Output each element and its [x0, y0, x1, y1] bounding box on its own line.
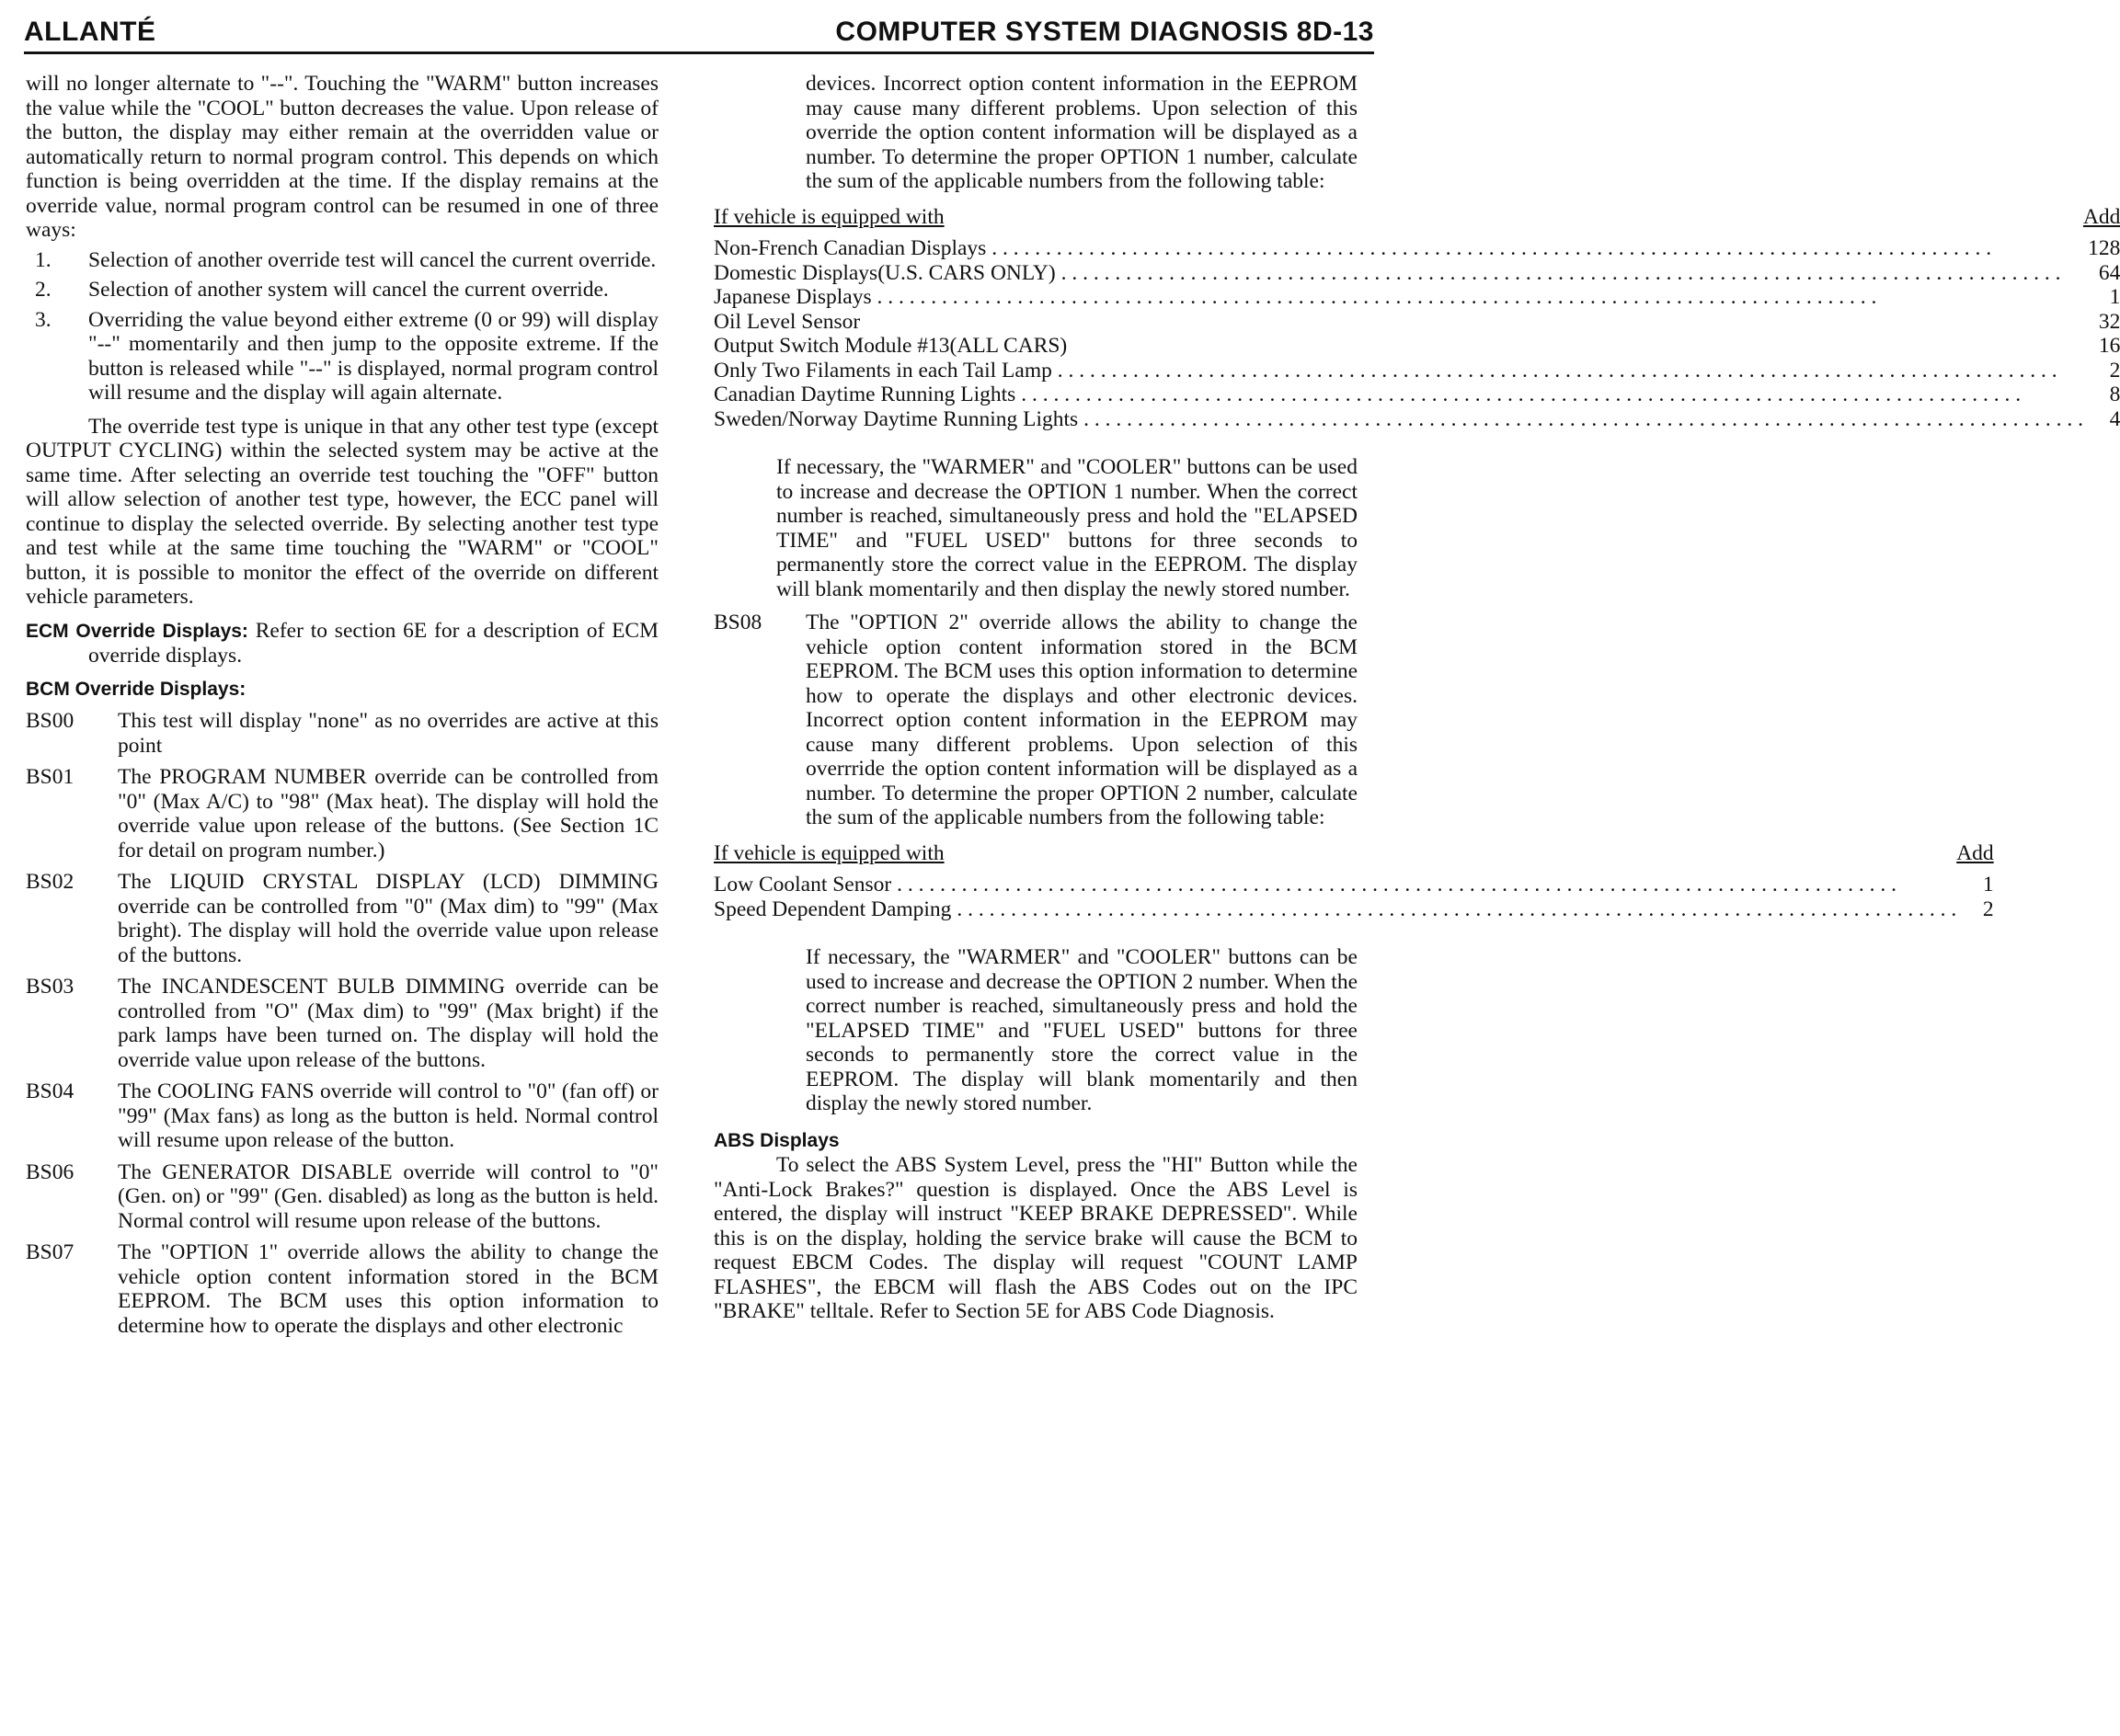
list-text: Overriding the value beyond either extreme (0 or 99) will display "--" momentarily and then jump to the opposite extreme. If the button is released while "--" is displayed, normal program control will resume and the display will again alternate. [88, 307, 659, 405]
bcm-text: The COOLING FANS override will control to "0" (fan off) or "99" (Max fans) as long as the button is held. Normal control will resume upon release of the button. [118, 1079, 659, 1152]
list-text: Selection of another override test will cancel the current override. [88, 247, 657, 272]
option-label: Only Two Filaments in each Tail Lamp . . . [714, 359, 2083, 383]
table-row [714, 897, 1994, 922]
bcm-item-bs03 [26, 975, 659, 1072]
bcm-item-bs00 [26, 709, 659, 758]
list-number: 1. [35, 247, 52, 272]
bcm-code: BS00 [26, 709, 74, 733]
list-text: Selection of another system will cancel the current override. [88, 278, 609, 302]
option-value: 16 [2098, 334, 2120, 358]
bcm-code: BS04 [26, 1079, 74, 1103]
bcm-text: This test will display "none" as no overrides are active at this point [118, 709, 659, 758]
bcm-code: BS01 [26, 765, 74, 789]
header-rule [24, 51, 1374, 54]
option-value: 8 [2109, 383, 2120, 406]
option-label: Low Coolant Sensor . . . [714, 873, 1956, 897]
table-row [714, 407, 2120, 432]
bcm-item-bs04 [26, 1079, 659, 1153]
bcm-item-bs06 [26, 1160, 659, 1234]
abs-heading: ABS Displays [714, 1129, 840, 1151]
right-column [714, 72, 2120, 1324]
option-label: Japanese Displays . . . [714, 285, 2083, 310]
option-label: Non-French Canadian Displays . . . [714, 236, 2083, 261]
option-label: Output Switch Module #13(ALL CARS) [714, 334, 1068, 358]
bcm-code: BS02 [26, 870, 74, 894]
bcm-text: The PROGRAM NUMBER override can be controlled from "0" (Max A/C) to "98" (Max heat). The display will hold the override value upon release of the buttons. (See Section 1C for detail on program number.) [118, 765, 659, 862]
header-model: ALLANTÉ [24, 17, 156, 47]
list-number: 3. [35, 307, 52, 332]
option-label: Canadian Daytime Running Lights . . . [714, 383, 2083, 407]
ecm-override-section [26, 619, 659, 668]
bcm-text: The LIQUID CRYSTAL DISPLAY (LCD) DIMMING override can be controlled from "0" (Max dim) to "99" (Max bright). The display will hold the override value upon release of the buttons. [118, 870, 659, 967]
bcm-code: BS06 [26, 1159, 74, 1184]
table-header-equipped: If vehicle is equipped with [714, 840, 945, 865]
bcm-text: The GENERATOR DISABLE override will control to "0" (Gen. on) or "99" (Gen. disabled) as long as the button is held. Normal control will resume upon release of the buttons. [118, 1159, 659, 1233]
table-row [714, 285, 2120, 310]
option-label: Oil Level Sensor [714, 309, 861, 334]
table-row [714, 261, 2120, 286]
page-header [24, 17, 1374, 53]
table-header-row [714, 205, 2120, 237]
bcm-text: The "OPTION 2" override allows the ability to change the vehicle option content information stored in the BCM EEPROM. The BCM uses this option information to determine how to operate the displays and other electronic devices. Incorrect option content information in the EEPROM may cause many different problems. Upon selection of this overrride the option content information will be displayed as a number. To determine the proper OPTION 2 number, calculate the sum of the applicable numbers from the following table: [806, 611, 1358, 829]
bcm-text: The INCANDESCENT BULB DIMMING override can be controlled from "O" (Max dim) to "99" (Max bright) if the park lamps have been turned on. The display will hold the override value upon release of the buttons. [118, 975, 659, 1072]
bcm-item-bs02 [26, 870, 659, 967]
option-value: 128 [2088, 236, 2120, 260]
table-header-add: Add [1956, 840, 1994, 865]
intro-paragraph: will no longer alternate to "--". Touching the "WARM" button increases the value while the "COOL" button decreases the value. Upon release of the button, the display may either remain at the overridden value or automatically return to normal program control. This depends on which function is being overridden at the time. If the display remains at the override value, normal program control can be resumed in one of three ways: [26, 72, 659, 242]
option-value: 2 [1982, 897, 1994, 921]
bcm-item-bs01 [26, 765, 659, 862]
list-number: 2. [35, 278, 52, 302]
option-value: 4 [2109, 406, 2120, 431]
override-paragraph: The override test type is unique in that any other test type (except OUTPUT CYCLING) within the selected system may be active at the same time. After selecting an override test touching the "OFF" button will allow selection of another test type, however, the ECC panel will continue to display the selected override. By selecting another test type and test while at the same time touching the "WARM" or "COOL" button, it is possible to monitor the effect of the override on different vehicle parameters. [26, 414, 659, 609]
option-value: 2 [2109, 358, 2120, 383]
list-item [26, 248, 659, 273]
list-item [26, 278, 659, 303]
option-value: 1 [2109, 285, 2120, 309]
ecm-heading: ECM Override Displays: [26, 620, 248, 642]
table-row [714, 873, 1994, 897]
option-value: 64 [2098, 260, 2120, 285]
option-value: 32 [2098, 309, 2120, 334]
bcm-text: The "OPTION 1" override allows the ability to change the vehicle option content information stored in the BCM EEPROM. The BCM uses this option information to determine how to operate the displays and other electronic [118, 1240, 659, 1338]
abs-paragraph: To select the ABS System Level, press the "HI" Button while the "Anti-Lock Brakes?" question is displayed. Once the ABS Level is entered, the display will instruct "KEEP BRAKE DEPRESSED". While this is on the display, holding the service brake will cause the BCM to request EBCM Codes. The display will request "COUNT LAMP FLASHES", the EBCM will flash the ABS Codes out on the IPC "BRAKE" telltale. Refer to Section 5E for ABS Code Diagnosis. [714, 1153, 1358, 1323]
bcm-item-bs07 [26, 1240, 659, 1338]
option2-table [714, 841, 1994, 922]
table-row [714, 334, 2120, 359]
option2-instructions: If necessary, the "WARMER" and "COOLER" buttons can be used to increase and decrease the OPTION 2 number. When the correct number is reached, simultaneously press and hold the "ELAPSED TIME" and "FUEL USED" buttons for three seconds to permanently store the correct value in the EEPROM. The display will blank momentarily and then display the newly stored number. [806, 945, 1358, 1115]
list-item [26, 308, 659, 405]
option-label: Sweden/Norway Daytime Running Lights . . . [714, 407, 2083, 432]
table-header-add: Add [2082, 204, 2120, 229]
table-row [714, 359, 2120, 383]
option1-table [714, 205, 2120, 432]
bcm-item-bs08 [714, 611, 1358, 830]
option-label: Speed Dependent Damping . . . [714, 897, 1956, 922]
ecm-text: Refer to section 6E for a description of ECM override displays. [88, 618, 659, 668]
bcm-code: BS08 [714, 611, 762, 634]
bcm-code: BS07 [26, 1240, 74, 1264]
header-section-title: COMPUTER SYSTEM DIAGNOSIS 8D-13 [835, 17, 1374, 47]
table-row [714, 310, 2120, 335]
bcm-code: BS03 [26, 975, 74, 999]
option1-instructions: If necessary, the "WARMER" and "COOLER" buttons can be used to increase and decrease the OPTION 1 number. When the correct number is reached, simultaneously press and hold the "ELAPSED TIME" and "FUEL USED" buttons for three seconds to permanently store the correct value in the EEPROM. The display will blank momentarily and then display the newly stored number. [776, 455, 1358, 601]
table-header-equipped: If vehicle is equipped with [714, 204, 945, 229]
table-header-row [714, 841, 1994, 874]
option-label: Domestic Displays(U.S. CARS ONLY) . . . [714, 261, 2083, 286]
option-value: 1 [1982, 873, 1994, 897]
bs07-continuation: devices. Incorrect option content information in the EEPROM may cause many different problems. Upon selection of this override the option content information will be displayed as a number. To determine the proper OPTION 1 number, calculate the sum of the applicable numbers from the following table: [806, 72, 1358, 193]
table-row [714, 383, 2120, 407]
left-column [26, 72, 659, 1338]
table-row [714, 236, 2120, 261]
bcm-heading: BCM Override Displays: [26, 678, 246, 700]
